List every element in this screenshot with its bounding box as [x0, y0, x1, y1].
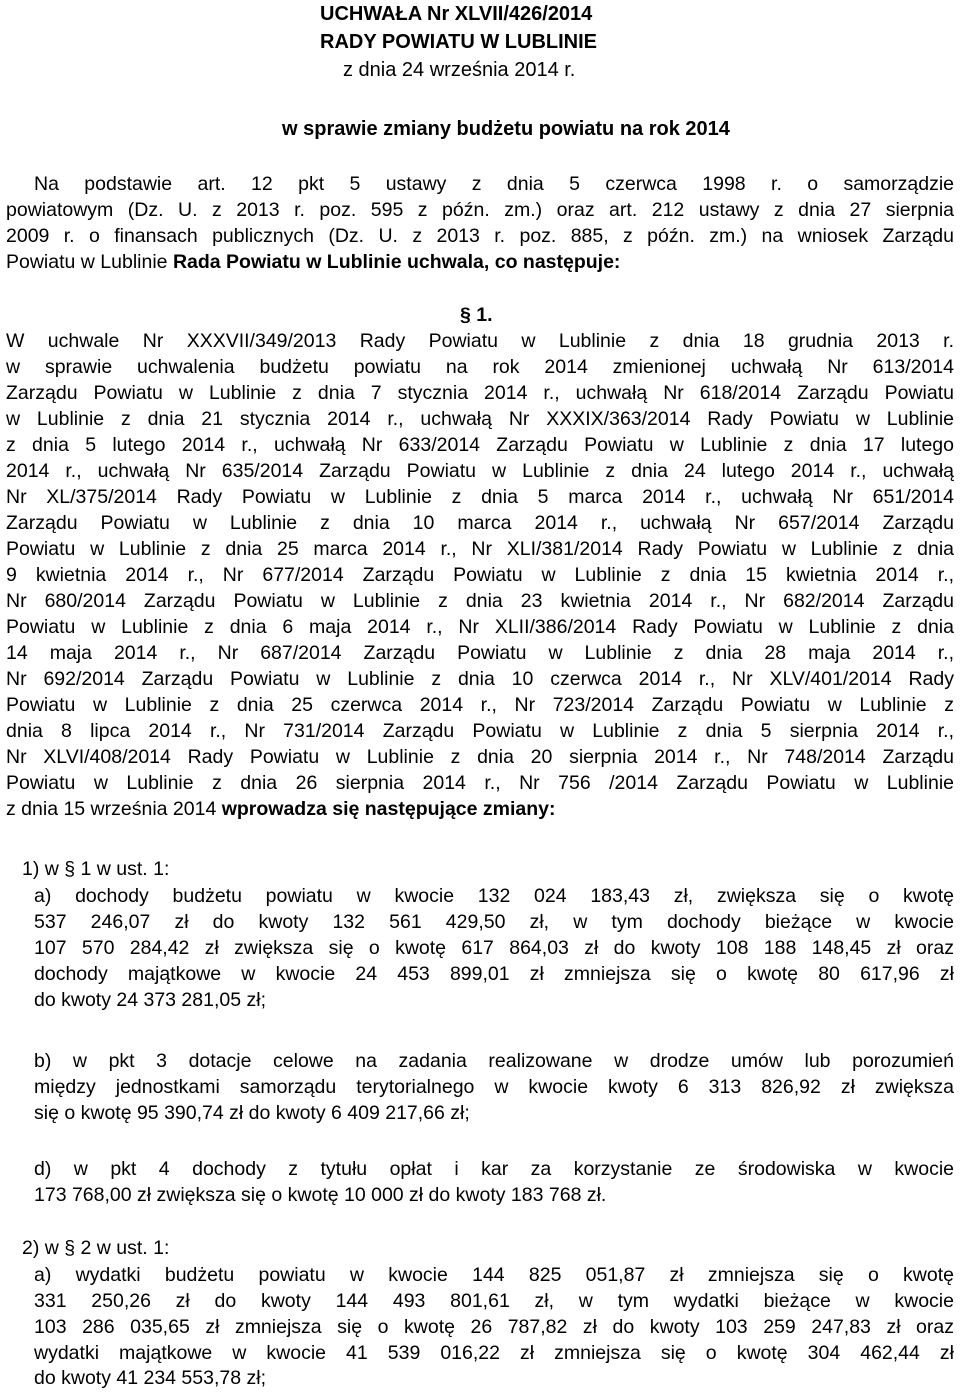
point2-a-line: 331 250,26 zł do kwoty 144 493 801,61 zł, w tym wydatki bieżące w kwocie [34, 1290, 954, 1312]
preamble-plain: Powiatu w Lublinie [6, 251, 173, 273]
resolution-title: UCHWAŁA Nr XLVII/426/2014 [320, 3, 593, 25]
section1-line: Zarządu Powiatu w Lublinie z dnia 10 marca 2014 r., uchwałą Nr 657/2014 Zarządu [6, 512, 954, 534]
section1-final-plain: z dnia 15 września 2014 [6, 798, 222, 820]
section1-line: W uchwale Nr XXXVII/349/2013 Rady Powiatu w Lublinie z dnia 18 grudnia 2013 r. [6, 330, 954, 352]
point1-b-line: b) w pkt 3 dotacje celowe na zadania realizowane w drodze umów lub porozumień [34, 1050, 954, 1072]
point1-d-line: 173 768,00 zł zwiększa się o kwotę 10 000 zł do kwoty 183 768 zł. [34, 1184, 607, 1206]
point1-d-line: d) w pkt 4 dochody z tytułu opłat i kar za korzystanie ze środowiska w kwocie [34, 1158, 954, 1180]
resolution-date: z dnia 24 września 2014 r. [343, 59, 576, 81]
section1-line: Powiatu w Lublinie z dnia 25 czerwca 2014 r., Nr 723/2014 Zarządu Powiatu w Lublinie z [6, 694, 954, 716]
point1-b-line: się o kwotę 95 390,74 zł do kwoty 6 409 217,66 zł; [34, 1102, 470, 1124]
point2-a-line: wydatki majątkowe w kwocie 41 539 016,22 zł zmniejsza się o kwotę 304 462,44 zł [34, 1342, 954, 1364]
section1-final-line [6, 797, 954, 821]
point1-b-line: między jednostkami samorządu terytorialnego w kwocie kwoty 6 313 826,92 zł zwiększa [34, 1076, 954, 1098]
point2-a-line: do kwoty 41 234 553,78 zł; [34, 1367, 266, 1389]
point1-a-line: do kwoty 24 373 281,05 zł; [34, 989, 266, 1011]
section1-line: Powiatu w Lublinie z dnia 6 maja 2014 r., Nr XLII/386/2014 Rady Powiatu w Lublinie z dnia [6, 616, 954, 638]
section1-line: 14 maja 2014 r., Nr 687/2014 Zarządu Powiatu w Lublinie z dnia 28 maja 2014 r., [6, 642, 954, 664]
preamble-line: 2009 r. o finansach publicznych (Dz. U. z 2013 r. poz. 885, z późn. zm.) na wniosek Zarządu [6, 225, 954, 247]
preamble-line: powiatowym (Dz. U. z 2013 r. poz. 595 z późn. zm.) oraz art. 212 ustawy z dnia 27 sierpnia [6, 199, 954, 221]
point1-a-line: 107 570 284,42 zł zwiększa się o kwotę 617 864,03 zł do kwoty 108 188 148,45 zł oraz [34, 937, 954, 959]
point1-a-line: a) dochody budżetu powiatu w kwocie 132 024 183,43 zł, zwiększa się o kwotę [34, 885, 954, 907]
preamble-enactment-line [6, 250, 954, 274]
resolution-subject: w sprawie zmiany budżetu powiatu na rok 2014 [282, 118, 730, 140]
section-symbol: § [460, 304, 471, 326]
section1-line: Powiatu w Lublinie z dnia 26 sierpnia 2014 r., Nr 756 /2014 Zarządu Powiatu w Lublinie [6, 772, 954, 794]
section1-line: 2014 r., uchwałą Nr 635/2014 Zarządu Powiatu w Lublinie z dnia 24 lutego 2014 r., uchwałą [6, 460, 954, 482]
section1-line: w sprawie uchwalenia budżetu powiatu na rok 2014 zmienionej uchwałą Nr 613/2014 [6, 356, 954, 378]
section1-line: Nr XL/375/2014 Rady Powiatu w Lublinie z dnia 5 marca 2014 r., uchwałą Nr 651/2014 [6, 486, 954, 508]
section1-line: Nr XLVI/408/2014 Rady Powiatu w Lublinie z dnia 20 sierpnia 2014 r., Nr 748/2014 Zarządu [6, 746, 954, 768]
section1-line: z dnia 5 lutego 2014 r., uchwałą Nr 633/2014 Zarządu Powiatu w Lublinie z dnia 17 lutego [6, 434, 954, 456]
section-number: 1. [476, 304, 493, 326]
section1-line: 9 kwietnia 2014 r., Nr 677/2014 Zarządu Powiatu w Lublinie z dnia 15 kwietnia 2014 r., [6, 564, 954, 586]
section1-line: Powiatu w Lublinie z dnia 25 marca 2014 r., Nr XLI/381/2014 Rady Powiatu w Lublinie z dnia [6, 538, 954, 560]
section1-line: Nr 680/2014 Zarządu Powiatu w Lublinie z dnia 23 kwietnia 2014 r., Nr 682/2014 Zarządu [6, 590, 954, 612]
section-1-heading [460, 304, 493, 327]
section1-line: dnia 8 lipca 2014 r., Nr 731/2014 Zarządu Powiatu w Lublinie z dnia 5 sierpnia 2014 r., [6, 720, 954, 742]
section1-line: w Lublinie z dnia 21 stycznia 2014 r., uchwałą Nr XXXIX/363/2014 Rady Powiatu w Lublinie [6, 408, 954, 430]
section1-final-bold: wprowadza się następujące zmiany: [221, 798, 556, 820]
preamble-line: Na podstawie art. 12 pkt 5 ustawy z dnia 5 czerwca 1998 r. o samorządzie [34, 173, 954, 195]
preamble-enactment: Rada Powiatu w Lublinie uchwala, co następuje: [172, 251, 621, 273]
point1-a-line: 537 246,07 zł do kwoty 132 561 429,50 zł, w tym dochody bieżące w kwocie [34, 911, 954, 933]
point-1-label: 1) w § 1 w ust. 1: [22, 858, 170, 880]
point2-a-line: 103 286 035,65 zł zmniejsza się o kwotę 26 787,82 zł do kwoty 103 259 247,83 zł oraz [34, 1316, 954, 1338]
section1-line: Nr 692/2014 Zarządu Powiatu w Lublinie z dnia 10 czerwca 2014 r., Nr XLV/401/2014 Rady [6, 668, 954, 690]
section1-line: Zarządu Powiatu w Lublinie z dnia 7 stycznia 2014 r., uchwałą Nr 618/2014 Zarządu Powiatu [6, 382, 954, 404]
point1-a-line: dochody majątkowe w kwocie 24 453 899,01 zł zmniejsza się o kwotę 80 617,96 zł [34, 963, 954, 985]
point2-a-line: a) wydatki budżetu powiatu w kwocie 144 825 051,87 zł zmniejsza się o kwotę [34, 1264, 954, 1286]
resolution-issuer: RADY POWIATU W LUBLINIE [320, 31, 598, 53]
point-2-label: 2) w § 2 w ust. 1: [22, 1237, 170, 1259]
